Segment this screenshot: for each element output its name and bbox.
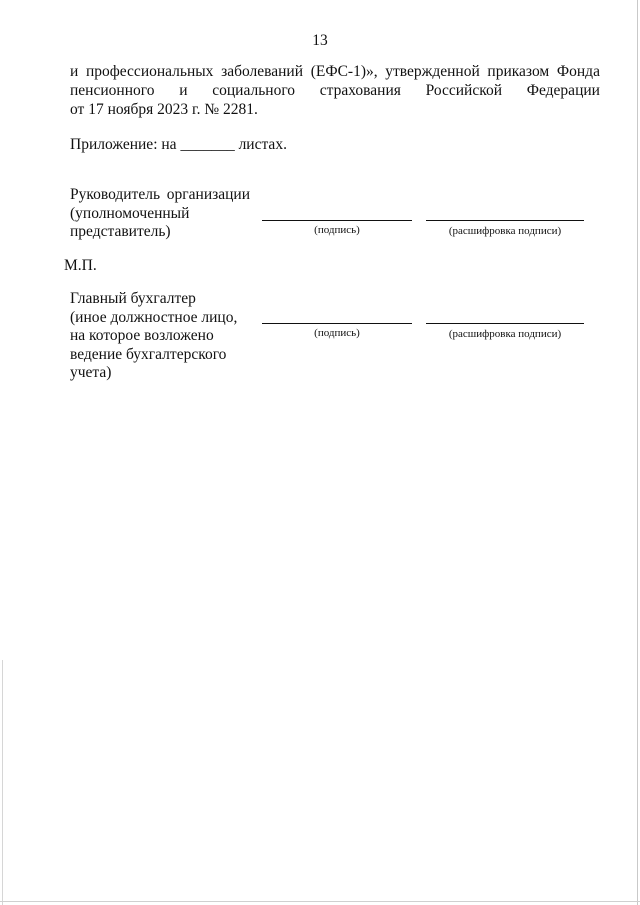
intro-word: утвержденной	[385, 63, 480, 80]
intro-word: страхования	[319, 82, 401, 99]
attachment-line	[70, 136, 287, 154]
attachment-suffix: листах.	[238, 136, 287, 153]
intro-word: Российской	[425, 82, 503, 99]
intro-word: социального	[212, 82, 296, 99]
accountant-label-line-2: (иное должностное лицо,	[70, 308, 238, 326]
head-signature-caption: (подпись)	[314, 224, 360, 236]
accountant-label-line-4: ведение бухгалтерского	[70, 345, 227, 363]
stamp-place-label: М.П.	[64, 257, 97, 274]
accountant-signature-caption: (подпись)	[314, 327, 360, 339]
head-label-line-3: представитель)	[70, 223, 171, 240]
head-label-line-1	[70, 186, 250, 205]
accountant-label-line-5: учета)	[70, 364, 112, 381]
intro-word: и	[179, 82, 188, 99]
attachment-sheets-blank: _______	[180, 136, 235, 153]
page-edge-right	[637, 0, 638, 905]
head-label-line-2: (уполномоченный	[70, 204, 190, 222]
intro-word: профессиональных	[85, 63, 214, 80]
intro-word: Фонда	[556, 63, 600, 80]
head-signature-line[interactable]	[262, 220, 412, 221]
intro-line-1	[70, 62, 600, 81]
accountant-decoding-line[interactable]	[426, 323, 584, 324]
head-decoding-line[interactable]	[426, 220, 584, 221]
accountant-label-line-3: на которое возложено	[70, 327, 214, 344]
page-edge-left	[2, 660, 3, 905]
accountant-signature-line[interactable]	[262, 323, 412, 324]
head-decoding-caption: (расшифровка подписи)	[448, 225, 562, 237]
accountant-decoding-caption: (расшифровка подписи)	[448, 328, 562, 340]
accountant-label-line-1: Главный бухгалтер	[70, 290, 196, 307]
intro-word: приказом	[487, 63, 550, 80]
head-label	[70, 186, 260, 242]
intro-line-2	[70, 81, 600, 100]
intro-paragraph	[70, 62, 600, 119]
intro-word: Федерации	[526, 82, 600, 99]
intro-word: пенсионного	[70, 82, 155, 99]
page-edge-bottom	[0, 901, 640, 902]
head-label-word: Руководитель	[70, 186, 161, 203]
page-number: 13	[312, 32, 328, 49]
attachment-prefix: Приложение: на	[70, 136, 177, 153]
accountant-label	[70, 290, 260, 383]
intro-word: (ЕФС-1)»,	[310, 63, 378, 80]
intro-line-3: от 17 ноября 2023 г. № 2281.	[70, 101, 258, 118]
head-label-word: организации	[166, 186, 250, 203]
intro-word: заболеваний	[221, 63, 304, 80]
intro-word: и	[70, 63, 79, 80]
